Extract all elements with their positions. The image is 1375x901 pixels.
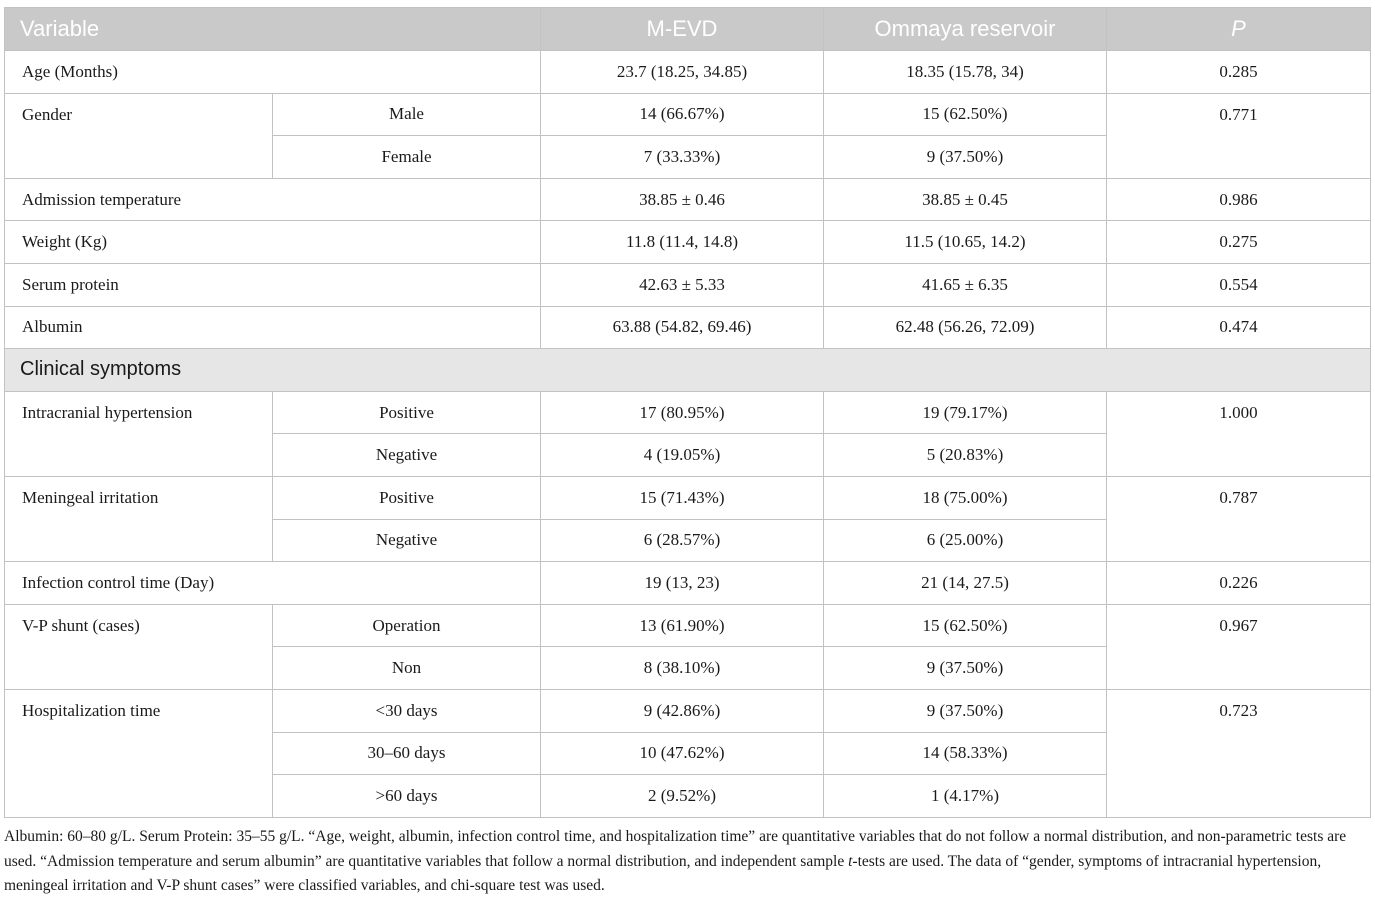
table-row (5, 178, 1371, 221)
cell-p: 0.285 (1107, 51, 1371, 94)
cell-ommaya: 62.48 (56.26, 72.09) (824, 306, 1107, 349)
sub-label: >60 days (273, 775, 541, 818)
table-row (5, 306, 1371, 349)
cell-mevd: 4 (19.05%) (541, 434, 824, 477)
row-label: Age (Months) (5, 51, 541, 94)
cell-ommaya: 41.65 ± 6.35 (824, 263, 1107, 306)
cell-mevd: 19 (13, 23) (541, 562, 824, 605)
table-row (5, 51, 1371, 94)
table-row (5, 562, 1371, 605)
cell-ommaya: 18 (75.00%) (824, 476, 1107, 519)
table-footnote (4, 825, 1370, 899)
row-label: Meningeal irritation (5, 476, 273, 561)
cell-mevd: 7 (33.33%) (541, 136, 824, 179)
sub-label: 30–60 days (273, 732, 541, 775)
cell-mevd: 10 (47.62%) (541, 732, 824, 775)
cell-ommaya: 11.5 (10.65, 14.2) (824, 221, 1107, 264)
cell-ommaya: 15 (62.50%) (824, 604, 1107, 647)
cell-p: 0.474 (1107, 306, 1371, 349)
cell-p: 0.787 (1107, 476, 1371, 561)
row-label: Hospitalization time (5, 689, 273, 817)
cell-p: 0.723 (1107, 689, 1371, 817)
table-row (5, 221, 1371, 264)
row-label: Infection control time (Day) (5, 562, 541, 605)
cell-mevd: 14 (66.67%) (541, 93, 824, 136)
row-label: Intracranial hypertension (5, 391, 273, 476)
cell-p: 1.000 (1107, 391, 1371, 476)
sub-label: Positive (273, 391, 541, 434)
table-row (5, 476, 1371, 519)
cell-p: 0.986 (1107, 178, 1371, 221)
table-row (5, 689, 1371, 732)
cell-mevd: 23.7 (18.25, 34.85) (541, 51, 824, 94)
header-p: P (1107, 8, 1371, 51)
cell-ommaya: 18.35 (15.78, 34) (824, 51, 1107, 94)
row-label: Gender (5, 93, 273, 178)
cell-mevd: 11.8 (11.4, 14.8) (541, 221, 824, 264)
cell-ommaya: 19 (79.17%) (824, 391, 1107, 434)
cell-ommaya: 5 (20.83%) (824, 434, 1107, 477)
cell-mevd: 42.63 ± 5.33 (541, 263, 824, 306)
row-label: Admission temperature (5, 178, 541, 221)
sub-label: Male (273, 93, 541, 136)
sub-label: Non (273, 647, 541, 690)
cell-mevd: 6 (28.57%) (541, 519, 824, 562)
cell-ommaya: 9 (37.50%) (824, 647, 1107, 690)
sub-label: Negative (273, 434, 541, 477)
cell-mevd: 38.85 ± 0.46 (541, 178, 824, 221)
table-row (5, 93, 1371, 136)
row-label: V-P shunt (cases) (5, 604, 273, 689)
cell-mevd: 2 (9.52%) (541, 775, 824, 818)
sub-label: Negative (273, 519, 541, 562)
header-mevd: M-EVD (541, 8, 824, 51)
sub-label: <30 days (273, 689, 541, 732)
cell-p: 0.275 (1107, 221, 1371, 264)
cell-ommaya: 15 (62.50%) (824, 93, 1107, 136)
header-ommaya: Ommaya reservoir (824, 8, 1107, 51)
row-label: Albumin (5, 306, 541, 349)
cell-mevd: 8 (38.10%) (541, 647, 824, 690)
cell-ommaya: 38.85 ± 0.45 (824, 178, 1107, 221)
data-table (4, 7, 1371, 818)
table-row (5, 604, 1371, 647)
row-label: Serum protein (5, 263, 541, 306)
footnote-text: Albumin: 60–80 g/L. Serum Protein: 35–55 g/L. “Age, weight, albumin, infection control time, and hospitalization time” are quantitative variables that do not follow a normal distribution, and non-parametric tests are used. “Admission temperature and serum albumin” are quantitative variables that follow a normal distribution, and independent sample (4, 828, 1347, 870)
cell-p: 0.771 (1107, 93, 1371, 178)
cell-mevd: 17 (80.95%) (541, 391, 824, 434)
cell-mevd: 63.88 (54.82, 69.46) (541, 306, 824, 349)
cell-ommaya: 21 (14, 27.5) (824, 562, 1107, 605)
section-heading: Clinical symptoms (5, 349, 1371, 392)
cell-p: 0.967 (1107, 604, 1371, 689)
header-row (5, 8, 1371, 51)
section-row (5, 349, 1371, 392)
cell-p: 0.554 (1107, 263, 1371, 306)
table-row (5, 391, 1371, 434)
cell-p: 0.226 (1107, 562, 1371, 605)
cell-mevd: 13 (61.90%) (541, 604, 824, 647)
cell-ommaya: 9 (37.50%) (824, 689, 1107, 732)
table-row (5, 263, 1371, 306)
header-variable: Variable (5, 8, 541, 51)
sub-label: Positive (273, 476, 541, 519)
cell-ommaya: 9 (37.50%) (824, 136, 1107, 179)
footnote-t-italic: t (848, 852, 853, 870)
cell-mevd: 15 (71.43%) (541, 476, 824, 519)
cell-mevd: 9 (42.86%) (541, 689, 824, 732)
row-label: Weight (Kg) (5, 221, 541, 264)
sub-label: Female (273, 136, 541, 179)
cell-ommaya: 6 (25.00%) (824, 519, 1107, 562)
cell-ommaya: 14 (58.33%) (824, 732, 1107, 775)
footnote-text-end: -tests are used. The data of “gender, symptoms of intracranial hypertension, meningeal irritation and V-P shunt cases” were classified variables, and chi-square test was used. (4, 852, 1322, 894)
cell-ommaya: 1 (4.17%) (824, 775, 1107, 818)
sub-label: Operation (273, 604, 541, 647)
